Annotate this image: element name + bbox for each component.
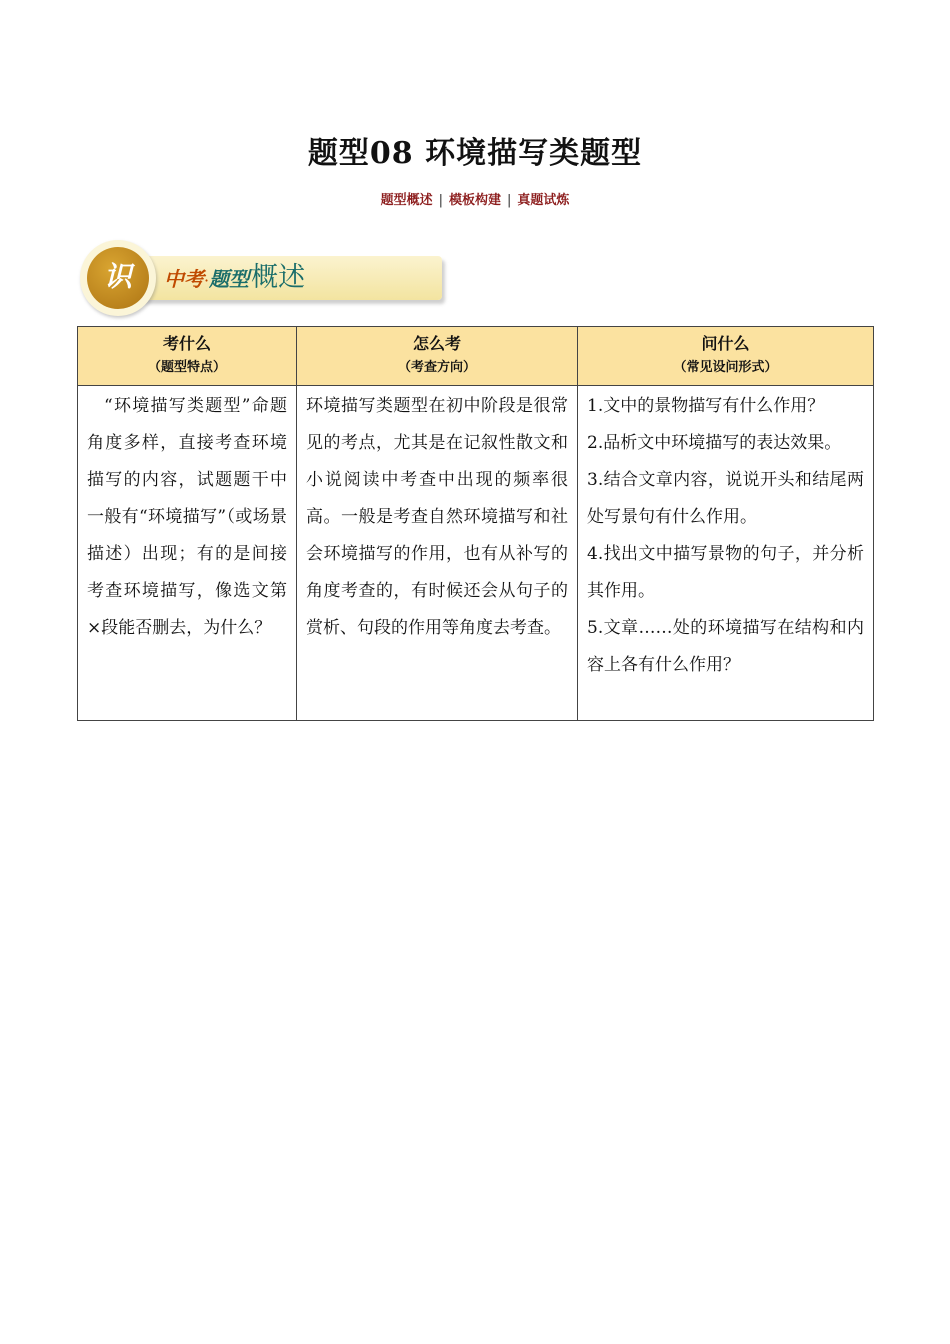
section-nav — [0, 189, 950, 208]
table-row — [78, 386, 874, 721]
list-item: 4.找出文中描写景物的句子，并分析其作用。 — [587, 544, 864, 601]
nav-separator: | — [507, 193, 512, 208]
badge-title-part2: 题型 — [209, 267, 250, 291]
badge-circle-char: 识 — [87, 247, 149, 309]
header-sub: （常见设问形式） — [673, 360, 778, 375]
list-item: 1.文中的景物描写有什么作用？ — [587, 396, 825, 416]
nav-separator: | — [438, 193, 443, 208]
header-how-tested — [297, 327, 578, 386]
nav-item-overview[interactable]: 题型概述 — [380, 193, 433, 208]
badge-title — [164, 258, 305, 298]
cell-question-features: “环境描写类题型”命题角度多样，直接考查环境描写的内容，试题题干中一般有“环境描写”（或场景描述）出现；有的是间接考查环境描写，像选文第×段能否删去，为什么？ — [78, 386, 297, 721]
badge-title-dot: · — [204, 271, 210, 290]
cell-question-forms — [578, 386, 874, 721]
header-what-tested — [78, 327, 297, 386]
table-header-row — [78, 327, 874, 386]
list-item: 2.品析文中环境描写的表达效果。 — [587, 433, 842, 453]
badge-title-part1: 中考 — [164, 267, 204, 291]
header-main: 问什么 — [701, 334, 750, 353]
nav-item-template[interactable]: 模板构建 — [448, 193, 501, 208]
header-main: 考什么 — [162, 334, 211, 353]
list-item: 3.结合文章内容，说说开头和结尾两处写景句有什么作用。 — [587, 470, 864, 527]
header-sub: （考查方向） — [397, 360, 476, 375]
cell-test-direction: 环境描写类题型在初中阶段是很常见的考点，尤其是在记叙性散文和小说阅读中考查中出现的频率很高。一般是考查自然环境描写和社会环境描写的作用，也有从补写的角度考查的，有时候还会从句子的赏析、句段的作用等角度去考查。 — [297, 386, 578, 721]
page-title: 题型08 环境描写类题型 — [307, 136, 643, 171]
badge-circle-icon — [80, 240, 156, 316]
nav-item-practice[interactable]: 真题试炼 — [517, 193, 570, 208]
badge-title-part3: 概述 — [251, 262, 306, 293]
list-item: 5.文章……处的环境描写在结构和内容上各有什么作用？ — [587, 618, 864, 675]
header-main: 怎么考 — [412, 334, 461, 353]
header-what-asked — [578, 327, 874, 386]
overview-table — [77, 326, 874, 721]
section-badge — [80, 242, 380, 314]
header-sub: （题型特点） — [147, 360, 226, 375]
